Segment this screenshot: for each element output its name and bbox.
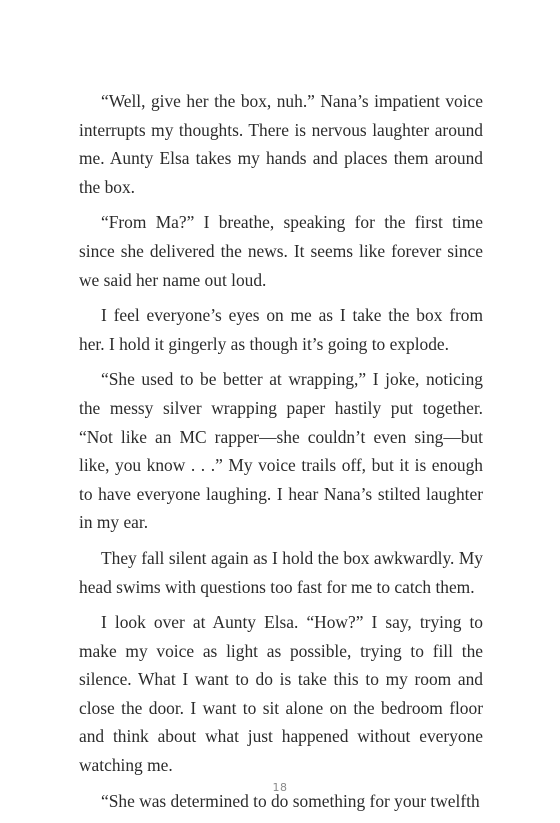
page-number: 18 [272,781,288,794]
body-text [79,87,483,822]
paragraph-6: I look over at Aunty Elsa. “How?” I say, trying to make my voice as light as possible, trying to fill the silence. What I want to do is take this to my room and close the door. I want to sit alone on the bedroom floor and think about what just happened without everyone watching me. [79,612,483,776]
paragraph-3: I feel everyone’s eyes on me as I take the box from her. I hold it gingerly as though it’s going to explode. [79,305,483,354]
paragraph-7: “She was determined to do something for your twelfth [101,790,480,811]
paragraph-1: “Well, give her the box, nuh.” Nana’s impatient voice interrupts my thoughts. There is nervous laughter around me. Aunty Elsa takes my hands and places them around the box. [79,91,483,197]
paragraph-2: “From Ma?” I breathe, speaking for the first time since she delivered the news. It seems like forever since we said her name out loud. [79,212,483,290]
paragraph-5: They fall silent again as I hold the box awkwardly. My head swims with questions too fast for me to catch them. [79,547,483,597]
paragraph-4: “She used to be better at wrapping,” I joke, noticing the messy silver wrapping paper hastily put together. “Not like an MC rapper—she couldn’t even sing—but like, you know . . .” My voice trails off, but it is enough to have everyone laughing. I hear Nana’s stilted laughter in my ear. [79,369,483,533]
